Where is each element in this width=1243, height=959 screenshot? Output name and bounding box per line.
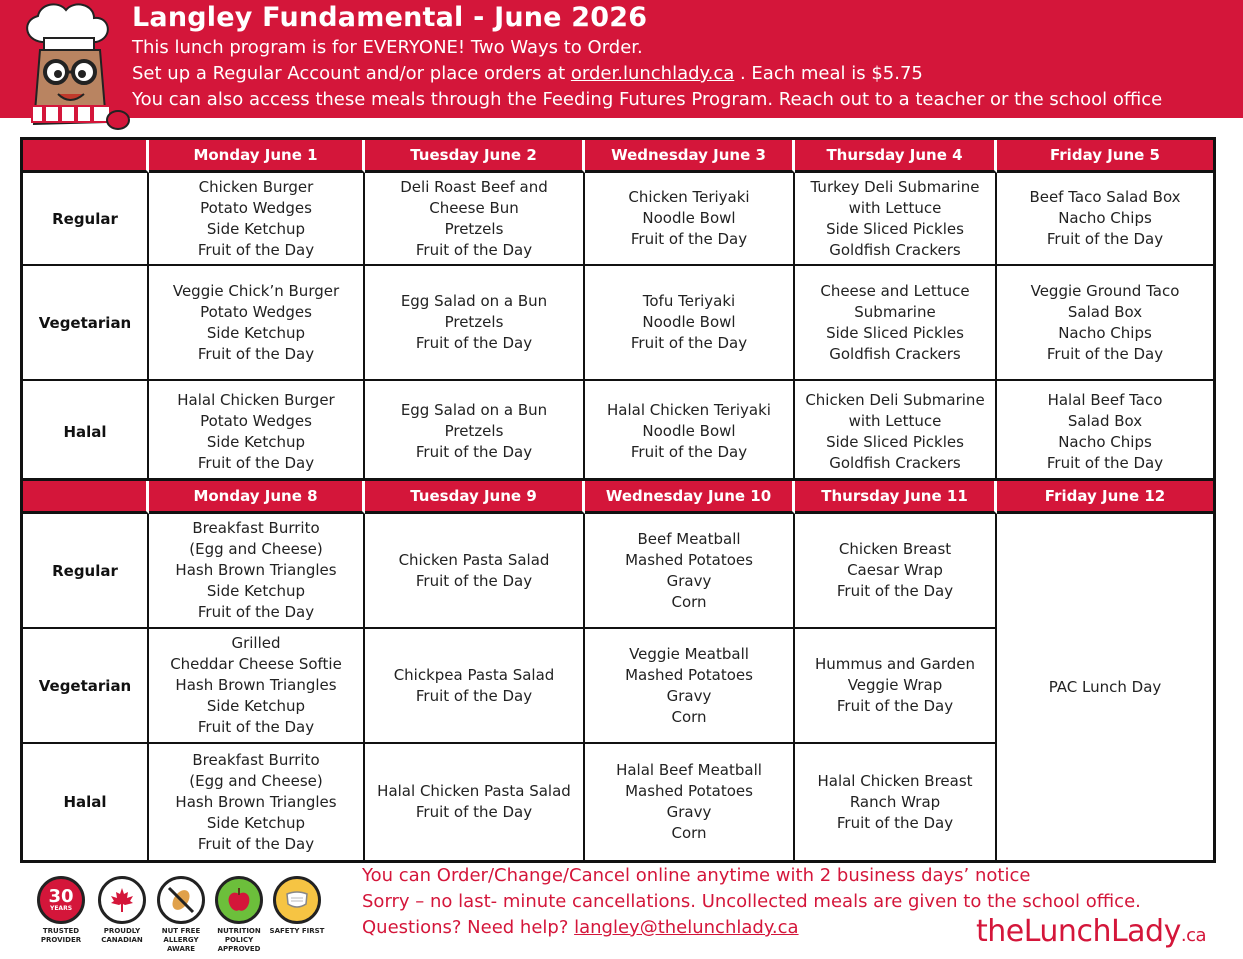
menu-item: Deli Roast Beef and — [400, 177, 548, 196]
corner-header — [23, 140, 149, 173]
day-header: Wednesday June 3 — [585, 140, 795, 173]
menu-item: Nacho Chips — [1058, 432, 1152, 451]
menu-item: Potato Wedges — [200, 198, 312, 217]
menu-item: Side Sliced Pickles — [826, 432, 964, 451]
menu-item: Side Ketchup — [206, 697, 306, 715]
menu-item: Corn — [671, 707, 707, 726]
menu-item: (Egg and Cheese) — [189, 540, 323, 558]
order-info-line — [132, 63, 923, 84]
day-header: Thursday June 11 — [795, 481, 997, 514]
menu-item: Gravy — [666, 571, 712, 590]
menu-item: with Lettuce — [848, 198, 942, 217]
badge-row — [33, 876, 333, 956]
menu-item: Potato Wedges — [200, 411, 312, 430]
menu-item: Mashed Potatoes — [625, 782, 753, 800]
menu-cell — [585, 744, 795, 860]
menu-cell — [795, 266, 997, 381]
menu-item: Chicken Deli Submarine — [805, 390, 985, 409]
row-label-halal: Halal — [23, 381, 149, 482]
nut-free-icon — [157, 876, 205, 924]
menu-cell — [365, 744, 585, 860]
menu-item: Fruit of the Day — [415, 334, 533, 352]
badge-caption: NUTRITION POLICY APPROVED — [217, 927, 261, 953]
menu-item: Side Ketchup — [206, 582, 306, 600]
menu-cell — [795, 173, 997, 266]
menu-item: Pretzels — [444, 313, 504, 331]
menu-cell — [149, 266, 365, 381]
menu-item: Potato Wedges — [200, 302, 312, 321]
menu-grid-week-2 — [20, 478, 1216, 863]
row-label-halal: Halal — [23, 744, 149, 860]
menu-item: Side Ketchup — [206, 219, 306, 238]
menu-item: Side Sliced Pickles — [826, 219, 964, 238]
menu-item: Fruit of the Day — [630, 230, 748, 248]
thirty-years-icon — [37, 876, 85, 924]
menu-item: Breakfast Burrito — [192, 750, 320, 769]
proudly-canadian-badge — [94, 876, 150, 945]
menu-item: Fruit of the Day — [630, 443, 748, 461]
menu-cell — [795, 514, 997, 629]
menu-item: Noodle Bowl — [642, 422, 736, 440]
menu-cell — [585, 266, 795, 381]
menu-item: Hash Brown Triangles — [175, 792, 337, 811]
apple-icon — [215, 876, 263, 924]
menu-item: Egg Salad on a Bun — [400, 401, 548, 419]
safety-mask-icon — [273, 876, 321, 924]
badge-caption: TRUSTED PROVIDER — [40, 927, 82, 944]
pac-lunch-day-cell — [997, 514, 1213, 860]
menu-item: Noodle Bowl — [642, 313, 736, 331]
menu-item: Chickpea Pasta Salad — [393, 665, 555, 684]
menu-item: Fruit of the Day — [415, 803, 533, 821]
menu-item: with Lettuce — [848, 411, 942, 430]
menu-item: Fruit of the Day — [197, 603, 315, 621]
feeding-futures-line: You can also access these meals through the Feeding Futures Program. Reach out to a teacher or the school office — [132, 89, 1163, 110]
menu-cell — [149, 629, 365, 744]
day-header: Wednesday June 10 — [585, 481, 795, 514]
menu-item: Corn — [671, 824, 707, 842]
menu-item: Side Sliced Pickles — [826, 323, 964, 342]
row-label-regular: Regular — [23, 514, 149, 629]
menu-item: Caesar Wrap — [847, 561, 943, 579]
menu-item: Chicken Burger — [198, 177, 314, 196]
day-header: Tuesday June 9 — [365, 481, 585, 514]
chef-mascot-logo — [14, 2, 132, 136]
row-label-vegetarian: Vegetarian — [23, 629, 149, 744]
menu-cell — [795, 629, 997, 744]
badge-number: 30 — [48, 886, 74, 907]
day-header: Tuesday June 2 — [365, 140, 585, 173]
menu-item: Fruit of the Day — [836, 697, 954, 715]
day-header: Monday June 8 — [149, 481, 365, 514]
menu-item: Beef Meatball — [637, 529, 741, 548]
menu-grid-week-1 — [20, 137, 1216, 485]
menu-item: Fruit of the Day — [415, 443, 533, 461]
menu-item: Gravy — [666, 803, 712, 821]
help-contact-line — [362, 917, 799, 938]
menu-cell — [997, 381, 1213, 482]
menu-item: Hash Brown Triangles — [175, 676, 337, 694]
menu-item: Turkey Deli Submarine — [810, 177, 980, 196]
menu-item: Chicken Breast — [838, 540, 952, 558]
page-title: Langley Fundamental - June 2026 — [132, 2, 648, 33]
brand-logo-text — [976, 914, 1206, 949]
menu-item: Hummus and Garden — [814, 655, 976, 673]
brand-main: theLunchLady — [976, 914, 1181, 949]
menu-item: Gravy — [666, 686, 712, 705]
badge-caption: SAFETY FIRST — [269, 927, 325, 935]
menu-item: Halal Beef Meatball — [616, 761, 762, 779]
menu-item: Fruit of the Day — [197, 834, 315, 853]
menu-item: Pretzels — [444, 219, 504, 238]
menu-item: Side Ketchup — [206, 813, 306, 832]
pac-lunch-day-note: PAC Lunch Day — [1048, 677, 1162, 696]
corner-header — [23, 481, 149, 514]
row-label-regular: Regular — [23, 173, 149, 266]
header-banner — [0, 0, 1243, 118]
menu-item: Fruit of the Day — [197, 240, 315, 259]
day-header: Monday June 1 — [149, 140, 365, 173]
row-label-vegetarian: Vegetarian — [23, 266, 149, 381]
menu-item: Nacho Chips — [1058, 209, 1152, 227]
order-change-cancel-note: You can Order/Change/Cancel online anytime with 2 business days’ notice — [362, 865, 1031, 886]
menu-item: Veggie Chick’n Burger — [172, 281, 340, 300]
menu-item: Fruit of the Day — [197, 344, 315, 363]
menu-item: Corn — [671, 592, 707, 611]
maple-leaf-icon — [98, 876, 146, 924]
menu-item: Breakfast Burrito — [192, 519, 320, 537]
menu-item: Veggie Ground Taco — [1030, 281, 1180, 300]
menu-cell — [795, 744, 997, 860]
menu-item: Fruit of the Day — [197, 453, 315, 472]
menu-item: Fruit of the Day — [197, 718, 315, 736]
menu-item: Cheese and Lettuce — [820, 281, 970, 300]
menu-item: Fruit of the Day — [836, 582, 954, 600]
menu-item: Fruit of the Day — [836, 813, 954, 832]
nut-free-badge — [153, 876, 209, 954]
menu-item: Submarine — [854, 302, 936, 321]
menu-item: Veggie Wrap — [847, 676, 943, 694]
menu-cell — [365, 266, 585, 381]
menu-item: Noodle Bowl — [642, 209, 736, 227]
menu-cell — [149, 173, 365, 266]
menu-item: Nacho Chips — [1058, 323, 1152, 342]
menu-item: Salad Box — [1067, 411, 1143, 430]
menu-item: Cheddar Cheese Softie — [170, 655, 342, 673]
menu-item: Egg Salad on a Bun — [400, 292, 548, 310]
menu-item: Fruit of the Day — [1046, 453, 1164, 472]
menu-cell — [997, 266, 1213, 381]
menu-item: Pretzels — [444, 422, 504, 440]
menu-item: Goldfish Crackers — [829, 240, 961, 259]
badge-sub: YEARS — [49, 905, 73, 912]
menu-item: Halal Chicken Pasta Salad — [377, 782, 571, 800]
intro-line: This lunch program is for EVERYONE! Two Ways to Order. — [132, 37, 643, 58]
menu-item: Side Ketchup — [206, 432, 306, 451]
menu-item: Chicken Pasta Salad — [398, 550, 550, 569]
menu-item: Mashed Potatoes — [625, 665, 753, 684]
brand-domain: .ca — [1180, 925, 1207, 946]
order-info-suffix: . Each meal is $5.75 — [734, 63, 923, 84]
day-header: Friday June 5 — [997, 140, 1213, 173]
menu-item: Halal Chicken Burger — [177, 390, 335, 409]
menu-item: Veggie Meatball — [629, 644, 749, 663]
menu-cell — [365, 381, 585, 482]
menu-item: Halal Chicken Breast — [817, 771, 973, 790]
menu-item: Side Ketchup — [206, 323, 306, 342]
menu-item: Chicken Teriyaki — [628, 188, 750, 206]
menu-item: Fruit of the Day — [415, 240, 533, 259]
menu-cell — [149, 744, 365, 860]
day-header: Friday June 12 — [997, 481, 1213, 514]
menu-item: Beef Taco Salad Box — [1029, 188, 1181, 206]
safety-first-badge — [269, 876, 325, 936]
help-prefix: Questions? Need help? — [362, 917, 575, 938]
menu-cell — [365, 514, 585, 629]
menu-item: Halal Beef Taco — [1047, 390, 1163, 409]
day-header: Thursday June 4 — [795, 140, 997, 173]
badge-caption: NUT FREE ALLERGY AWARE — [161, 927, 201, 953]
menu-item: Goldfish Crackers — [829, 453, 961, 472]
menu-cell — [585, 381, 795, 482]
help-email-link[interactable]: langley@thelunchlady.ca — [574, 917, 799, 938]
menu-item: Tofu Teriyaki — [642, 292, 736, 310]
menu-item: Fruit of the Day — [415, 571, 533, 590]
menu-item: Grilled — [231, 634, 281, 652]
menu-cell — [149, 381, 365, 482]
menu-item: Cheese Bun — [429, 198, 519, 217]
badge-caption: PROUDLY CANADIAN — [101, 927, 143, 944]
menu-item: Goldfish Crackers — [829, 344, 961, 363]
menu-cell — [585, 514, 795, 629]
trusted-provider-badge — [33, 876, 89, 945]
menu-item: Hash Brown Triangles — [175, 561, 337, 579]
menu-cell — [585, 629, 795, 744]
nutrition-policy-badge — [211, 876, 267, 954]
menu-item: Mashed Potatoes — [625, 550, 753, 569]
menu-item: Halal Chicken Teriyaki — [607, 401, 771, 419]
menu-cell — [997, 173, 1213, 266]
menu-cell — [149, 514, 365, 629]
menu-item: Fruit of the Day — [415, 686, 533, 705]
menu-item: (Egg and Cheese) — [189, 771, 323, 790]
menu-cell — [365, 629, 585, 744]
menu-cell — [585, 173, 795, 266]
order-site-link[interactable]: order.lunchlady.ca — [570, 63, 735, 84]
menu-item: Fruit of the Day — [630, 334, 748, 352]
menu-item: Ranch Wrap — [849, 792, 941, 811]
order-info-prefix: Set up a Regular Account and/or place orders at — [132, 63, 571, 84]
menu-item: Fruit of the Day — [1046, 230, 1164, 248]
menu-item: Fruit of the Day — [1046, 344, 1164, 363]
cancellation-policy-note: Sorry – no last- minute cancellations. Uncollected meals are given to the school office. — [362, 891, 1141, 912]
menu-item: Salad Box — [1067, 302, 1143, 321]
menu-cell — [795, 381, 997, 482]
menu-cell — [365, 173, 585, 266]
